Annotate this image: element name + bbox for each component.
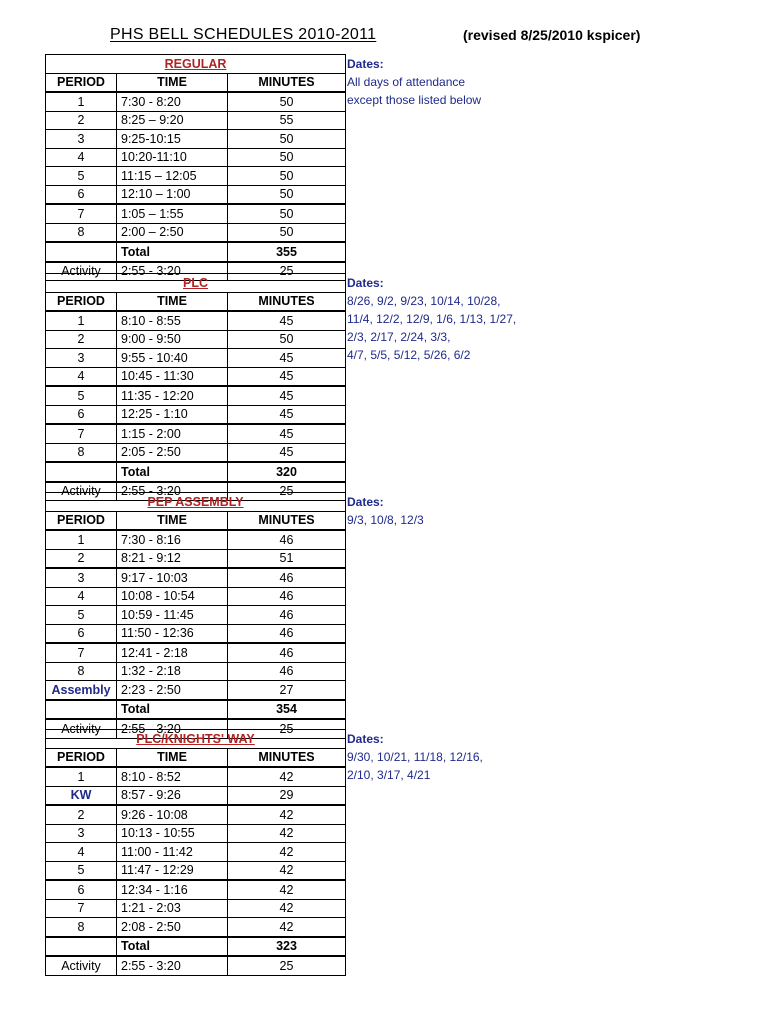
activity-time: 2:55 - 3:20 — [117, 262, 228, 281]
table-row — [46, 424, 346, 443]
table-row — [46, 330, 346, 349]
schedule-title-row — [46, 55, 346, 74]
col-header-minutes: MINUTES — [228, 292, 346, 311]
col-header-time: TIME — [117, 292, 228, 311]
period-cell: 6 — [46, 405, 117, 424]
total-label: Total — [117, 462, 228, 482]
minutes-cell: 50 — [228, 185, 346, 204]
minutes-cell: 46 — [228, 530, 346, 549]
dates-line: 9/30, 10/21, 11/18, 12/16, — [347, 750, 483, 764]
minutes-cell: 50 — [228, 223, 346, 242]
minutes-cell: 46 — [228, 643, 346, 662]
col-header-period: PERIOD — [46, 73, 117, 92]
table-row — [46, 918, 346, 937]
schedule-table — [45, 492, 346, 739]
table-row — [46, 349, 346, 368]
table-row — [46, 111, 346, 130]
period-cell: 5 — [46, 861, 117, 880]
period-cell: 8 — [46, 223, 117, 242]
table-row — [46, 899, 346, 918]
col-header-time: TIME — [117, 511, 228, 530]
total-row — [46, 462, 346, 482]
minutes-cell: 45 — [228, 349, 346, 368]
time-cell: 10:45 - 11:30 — [117, 367, 228, 386]
time-cell: 2:00 – 2:50 — [117, 223, 228, 242]
period-cell: 1 — [46, 311, 117, 330]
table-row — [46, 223, 346, 242]
table-row — [46, 587, 346, 606]
table-row — [46, 148, 346, 167]
period-cell: 1 — [46, 530, 117, 549]
minutes-cell: 42 — [228, 824, 346, 843]
period-cell: 2 — [46, 805, 117, 824]
schedule-block — [45, 273, 346, 501]
dates-label: Dates: — [347, 732, 384, 746]
period-cell: 5 — [46, 386, 117, 405]
col-header-period: PERIOD — [46, 748, 117, 767]
minutes-cell: 50 — [228, 130, 346, 149]
activity-time: 2:55 - 3:20 — [117, 482, 228, 501]
time-cell: 8:57 - 9:26 — [117, 786, 228, 805]
time-cell: 1:15 - 2:00 — [117, 424, 228, 443]
activity-label: Activity — [46, 262, 117, 281]
schedule-title: PLC/KNIGHTS' WAY — [46, 730, 346, 749]
dates-line: 11/4, 12/2, 12/9, 1/6, 1/13, 1/27, — [347, 312, 517, 326]
activity-minutes: 25 — [228, 262, 346, 281]
time-cell: 11:47 - 12:29 — [117, 861, 228, 880]
dates-label: Dates: — [347, 57, 384, 71]
minutes-cell: 50 — [228, 92, 346, 111]
revision-note: (revised 8/25/2010 kspicer) — [463, 27, 641, 43]
table-row — [46, 443, 346, 462]
dates-line: All days of attendance — [347, 75, 466, 89]
period-cell: 8 — [46, 443, 117, 462]
time-cell: 8:10 - 8:52 — [117, 767, 228, 786]
table-row — [46, 824, 346, 843]
period-cell: 2 — [46, 330, 117, 349]
header-row — [46, 511, 346, 530]
dates-line: 8/26, 9/2, 9/23, 10/14, 10/28, — [347, 294, 501, 308]
period-cell: 3 — [46, 824, 117, 843]
table-row — [46, 606, 346, 625]
minutes-cell: 45 — [228, 405, 346, 424]
schedule-title-row — [46, 274, 346, 293]
time-cell: 1:05 – 1:55 — [117, 204, 228, 223]
total-empty-cell — [46, 462, 117, 482]
period-cell: 6 — [46, 880, 117, 899]
minutes-cell: 42 — [228, 918, 346, 937]
col-header-period: PERIOD — [46, 511, 117, 530]
minutes-cell: 50 — [228, 330, 346, 349]
table-row — [46, 767, 346, 786]
minutes-cell: 42 — [228, 805, 346, 824]
minutes-cell: 42 — [228, 880, 346, 899]
minutes-cell: 42 — [228, 767, 346, 786]
total-empty-cell — [46, 937, 117, 957]
period-cell: 5 — [46, 167, 117, 186]
activity-minutes: 25 — [228, 719, 346, 738]
time-cell: 11:35 - 12:20 — [117, 386, 228, 405]
period-cell: 4 — [46, 148, 117, 167]
minutes-cell: 45 — [228, 367, 346, 386]
table-row — [46, 843, 346, 862]
table-row — [46, 167, 346, 186]
total-value: 323 — [228, 937, 346, 957]
activity-time: 2:55 - 3:20 — [117, 719, 228, 738]
period-cell: 7 — [46, 424, 117, 443]
minutes-cell: 50 — [228, 204, 346, 223]
time-cell: 2:23 - 2:50 — [117, 681, 228, 700]
table-row — [46, 405, 346, 424]
period-cell: 7 — [46, 643, 117, 662]
minutes-cell: 46 — [228, 662, 346, 681]
dates-block — [347, 493, 424, 529]
table-row — [46, 130, 346, 149]
table-row — [46, 386, 346, 405]
time-cell: 1:21 - 2:03 — [117, 899, 228, 918]
schedule-title: REGULAR — [46, 55, 346, 74]
time-cell: 8:25 – 9:20 — [117, 111, 228, 130]
time-cell: 12:25 - 1:10 — [117, 405, 228, 424]
dates-block — [347, 274, 516, 364]
dates-label: Dates: — [347, 495, 384, 509]
minutes-cell: 46 — [228, 587, 346, 606]
total-row — [46, 937, 346, 957]
schedule-block — [45, 54, 346, 281]
table-row — [46, 530, 346, 549]
time-cell: 2:05 - 2:50 — [117, 443, 228, 462]
schedule-title: PLC — [46, 274, 346, 293]
period-cell: 1 — [46, 92, 117, 111]
total-label: Total — [117, 937, 228, 957]
period-cell: 4 — [46, 367, 117, 386]
total-row — [46, 242, 346, 262]
minutes-cell: 42 — [228, 861, 346, 880]
schedule-title-row — [46, 493, 346, 512]
minutes-cell: 51 — [228, 549, 346, 568]
minutes-cell: 50 — [228, 148, 346, 167]
period-cell: 3 — [46, 349, 117, 368]
period-cell: KW — [46, 786, 117, 805]
time-cell: 1:32 - 2:18 — [117, 662, 228, 681]
total-label: Total — [117, 242, 228, 262]
time-cell: 9:55 - 10:40 — [117, 349, 228, 368]
total-value: 320 — [228, 462, 346, 482]
time-cell: 9:00 - 9:50 — [117, 330, 228, 349]
schedule-table — [45, 54, 346, 281]
period-cell: 3 — [46, 568, 117, 587]
minutes-cell: 50 — [228, 167, 346, 186]
period-cell: 4 — [46, 843, 117, 862]
dates-line: 4/7, 5/5, 5/12, 5/26, 6/2 — [347, 348, 471, 362]
col-header-minutes: MINUTES — [228, 748, 346, 767]
table-row — [46, 786, 346, 805]
total-row — [46, 700, 346, 720]
total-label: Total — [117, 700, 228, 720]
period-cell: 5 — [46, 606, 117, 625]
period-cell: Assembly — [46, 681, 117, 700]
time-cell: 11:00 - 11:42 — [117, 843, 228, 862]
activity-minutes: 25 — [228, 482, 346, 501]
time-cell: 9:17 - 10:03 — [117, 568, 228, 587]
schedule-block — [45, 729, 346, 976]
time-cell: 7:30 - 8:16 — [117, 530, 228, 549]
minutes-cell: 45 — [228, 443, 346, 462]
time-cell: 11:50 - 12:36 — [117, 624, 228, 643]
schedule-title-row — [46, 730, 346, 749]
total-empty-cell — [46, 700, 117, 720]
minutes-cell: 45 — [228, 424, 346, 443]
minutes-cell: 46 — [228, 568, 346, 587]
period-cell: 8 — [46, 662, 117, 681]
minutes-cell: 46 — [228, 606, 346, 625]
activity-time: 2:55 - 3:20 — [117, 956, 228, 975]
minutes-cell: 55 — [228, 111, 346, 130]
minutes-cell: 27 — [228, 681, 346, 700]
time-cell: 8:21 - 9:12 — [117, 549, 228, 568]
table-row — [46, 880, 346, 899]
table-row — [46, 624, 346, 643]
dates-line: 9/3, 10/8, 12/3 — [347, 513, 424, 527]
period-cell: 7 — [46, 899, 117, 918]
time-cell: 9:25-10:15 — [117, 130, 228, 149]
time-cell: 7:30 - 8:20 — [117, 92, 228, 111]
dates-block — [347, 730, 483, 784]
minutes-cell: 45 — [228, 311, 346, 330]
table-row — [46, 92, 346, 111]
time-cell: 10:20-11:10 — [117, 148, 228, 167]
period-cell: 2 — [46, 549, 117, 568]
time-cell: 10:13 - 10:55 — [117, 824, 228, 843]
table-row — [46, 805, 346, 824]
dates-line: 2/3, 2/17, 2/24, 3/3, — [347, 330, 451, 344]
dates-line: 2/10, 3/17, 4/21 — [347, 768, 431, 782]
table-row — [46, 549, 346, 568]
schedule-table — [45, 729, 346, 976]
minutes-cell: 46 — [228, 624, 346, 643]
time-cell: 10:08 - 10:54 — [117, 587, 228, 606]
activity-label: Activity — [46, 719, 117, 738]
dates-block — [347, 55, 481, 109]
time-cell: 10:59 - 11:45 — [117, 606, 228, 625]
period-cell: 6 — [46, 185, 117, 204]
time-cell: 9:26 - 10:08 — [117, 805, 228, 824]
table-row — [46, 367, 346, 386]
time-cell: 11:15 – 12:05 — [117, 167, 228, 186]
time-cell: 2:08 - 2:50 — [117, 918, 228, 937]
col-header-minutes: MINUTES — [228, 73, 346, 92]
total-value: 355 — [228, 242, 346, 262]
minutes-cell: 45 — [228, 386, 346, 405]
col-header-period: PERIOD — [46, 292, 117, 311]
schedule-title: PEP ASSEMBLY — [46, 493, 346, 512]
col-header-time: TIME — [117, 73, 228, 92]
header-row — [46, 748, 346, 767]
period-cell: 8 — [46, 918, 117, 937]
total-value: 354 — [228, 700, 346, 720]
period-cell: 4 — [46, 587, 117, 606]
schedule-table — [45, 273, 346, 501]
time-cell: 12:41 - 2:18 — [117, 643, 228, 662]
page-title: PHS BELL SCHEDULES 2010-2011 — [110, 26, 377, 43]
table-row — [46, 204, 346, 223]
period-cell: 2 — [46, 111, 117, 130]
minutes-cell: 42 — [228, 843, 346, 862]
header-row — [46, 292, 346, 311]
table-row — [46, 681, 346, 700]
header-row — [46, 73, 346, 92]
minutes-cell: 29 — [228, 786, 346, 805]
activity-label: Activity — [46, 482, 117, 501]
time-cell: 8:10 - 8:55 — [117, 311, 228, 330]
table-row — [46, 568, 346, 587]
period-cell: 3 — [46, 130, 117, 149]
dates-line: except those listed below — [347, 93, 482, 107]
table-row — [46, 311, 346, 330]
table-row — [46, 861, 346, 880]
activity-row — [46, 956, 346, 975]
table-row — [46, 185, 346, 204]
dates-label: Dates: — [347, 276, 384, 290]
table-row — [46, 643, 346, 662]
total-empty-cell — [46, 242, 117, 262]
period-cell: 6 — [46, 624, 117, 643]
col-header-minutes: MINUTES — [228, 511, 346, 530]
activity-label: Activity — [46, 956, 117, 975]
minutes-cell: 42 — [228, 899, 346, 918]
time-cell: 12:10 – 1:00 — [117, 185, 228, 204]
period-cell: 1 — [46, 767, 117, 786]
table-row — [46, 662, 346, 681]
col-header-time: TIME — [117, 748, 228, 767]
schedule-block — [45, 492, 346, 739]
period-cell: 7 — [46, 204, 117, 223]
time-cell: 12:34 - 1:16 — [117, 880, 228, 899]
activity-minutes: 25 — [228, 956, 346, 975]
